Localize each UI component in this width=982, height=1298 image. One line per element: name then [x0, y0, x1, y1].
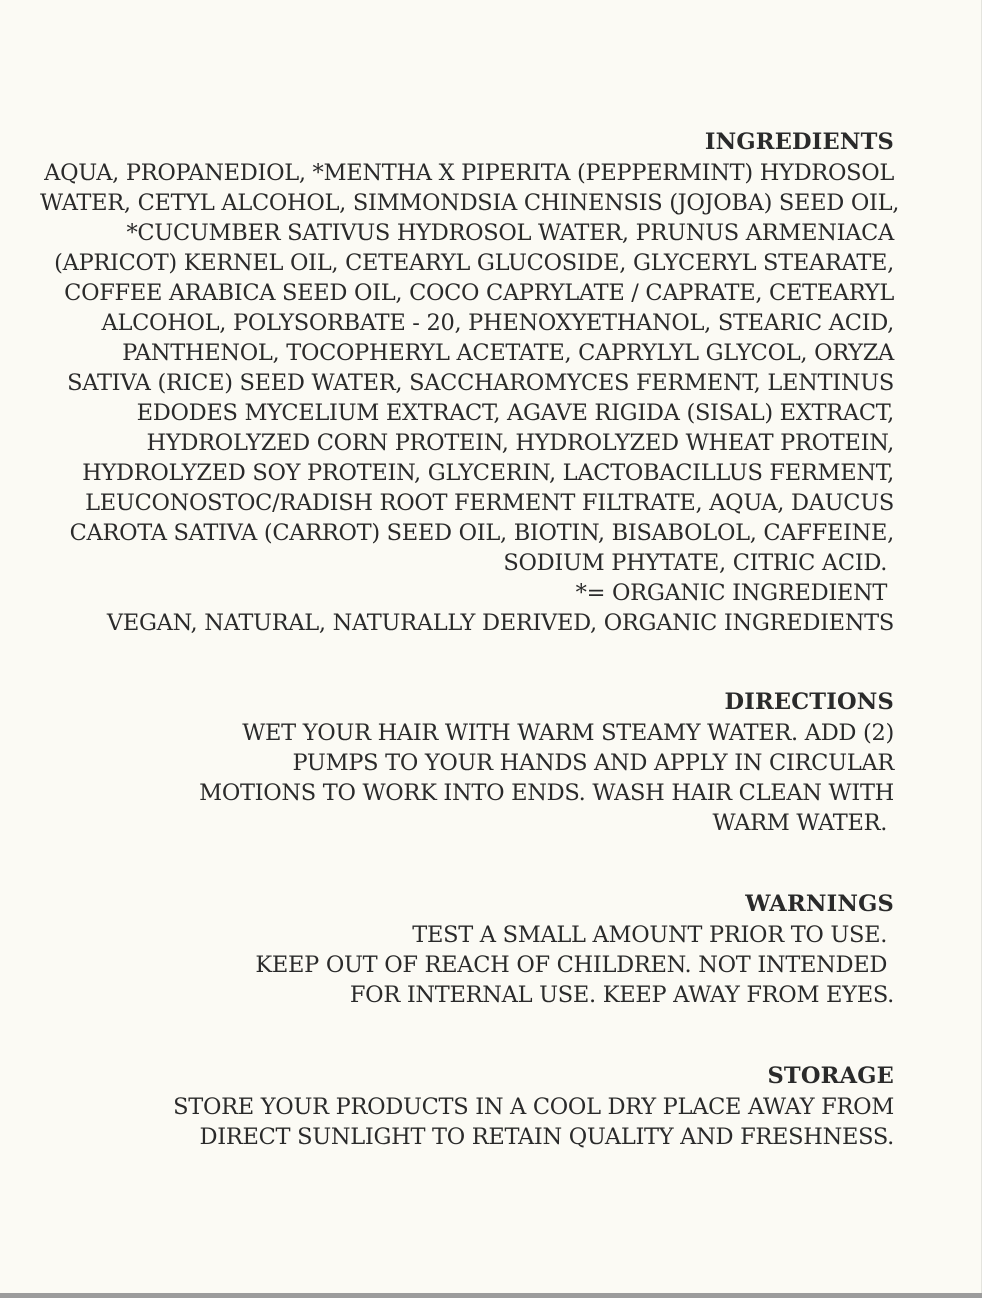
ingredients-line: EDODES MYCELIUM EXTRACT, AGAVE RIGIDA (SISAL) EXTRACT, — [136, 400, 894, 426]
organic-note: *= ORGANIC INGREDIENT — [575, 580, 894, 606]
ingredients-line: PANTHENOL, TOCOPHERYL ACETATE, CAPRYLYL GLYCOL, ORYZA — [122, 340, 894, 366]
section-spacer — [40, 638, 894, 686]
ingredients-line: SODIUM PHYTATE, CITRIC ACID. — [503, 550, 894, 576]
ingredients-line: ALCOHOL, POLYSORBATE - 20, PHENOXYETHANOL, STEARIC ACID, — [101, 310, 894, 336]
directions-line: PUMPS TO YOUR HANDS AND APPLY IN CIRCULAR — [292, 750, 894, 776]
warnings-line: KEEP OUT OF REACH OF CHILDREN. NOT INTENDED — [255, 952, 894, 978]
ingredients-list — [40, 158, 900, 638]
product-label-text — [40, 126, 900, 1152]
storage-line: STORE YOUR PRODUCTS IN A COOL DRY PLACE AWAY FROM — [173, 1094, 894, 1120]
ingredients-section — [40, 126, 900, 638]
ingredients-line: WATER, CETYL ALCOHOL, SIMMONDSIA CHINENSIS (JOJOBA) SEED OIL, — [40, 190, 900, 216]
ingredients-line: HYDROLYZED CORN PROTEIN, HYDROLYZED WHEAT PROTEIN, — [146, 430, 894, 456]
warnings-section — [40, 888, 894, 1010]
ingredients-line: HYDROLYZED SOY PROTEIN, GLYCERIN, LACTOBACILLUS FERMENT, — [82, 460, 894, 486]
vegan-note: VEGAN, NATURAL, NATURALLY DERIVED, ORGANIC INGREDIENTS — [106, 610, 894, 636]
ingredients-line: SATIVA (RICE) SEED WATER, SACCHAROMYCES FERMENT, LENTINUS — [67, 370, 894, 396]
section-spacer — [40, 1010, 894, 1060]
ingredients-line: AQUA, PROPANEDIOL, *MENTHA X PIPERITA (PEPPERMINT) HYDROSOL — [44, 160, 894, 186]
directions-line: WARM WATER. — [712, 810, 894, 836]
section-spacer — [40, 838, 894, 888]
bottom-divider — [0, 1293, 982, 1298]
directions-heading: DIRECTIONS — [724, 689, 894, 715]
warnings-line: FOR INTERNAL USE. KEEP AWAY FROM EYES. — [349, 982, 894, 1008]
storage-section — [40, 1060, 894, 1152]
storage-line: DIRECT SUNLIGHT TO RETAIN QUALITY AND FRESHNESS. — [199, 1124, 894, 1150]
ingredients-heading: INGREDIENTS — [704, 129, 894, 155]
directions-line: WET YOUR HAIR WITH WARM STEAMY WATER. ADD (2) — [242, 720, 894, 746]
ingredients-line: (APRICOT) KERNEL OIL, CETEARYL GLUCOSIDE, GLYCERYL STEARATE, — [54, 250, 894, 276]
ingredients-line: LEUCONOSTOC/RADISH ROOT FERMENT FILTRATE, AQUA, DAUCUS — [85, 490, 894, 516]
ingredients-line: CAROTA SATIVA (CARROT) SEED OIL, BIOTIN, BISABOLOL, CAFFEINE, — [69, 520, 894, 546]
warnings-heading: WARNINGS — [745, 891, 894, 917]
directions-line: MOTIONS TO WORK INTO ENDS. WASH HAIR CLEAN WITH — [199, 780, 894, 806]
ingredients-line: COFFEE ARABICA SEED OIL, COCO CAPRYLATE / CAPRATE, CETEARYL — [64, 280, 894, 306]
warnings-line: TEST A SMALL AMOUNT PRIOR TO USE. — [412, 922, 894, 948]
directions-section — [40, 686, 894, 838]
ingredients-line: *CUCUMBER SATIVUS HYDROSOL WATER, PRUNUS ARMENIACA — [126, 220, 894, 246]
storage-heading: STORAGE — [767, 1063, 894, 1089]
